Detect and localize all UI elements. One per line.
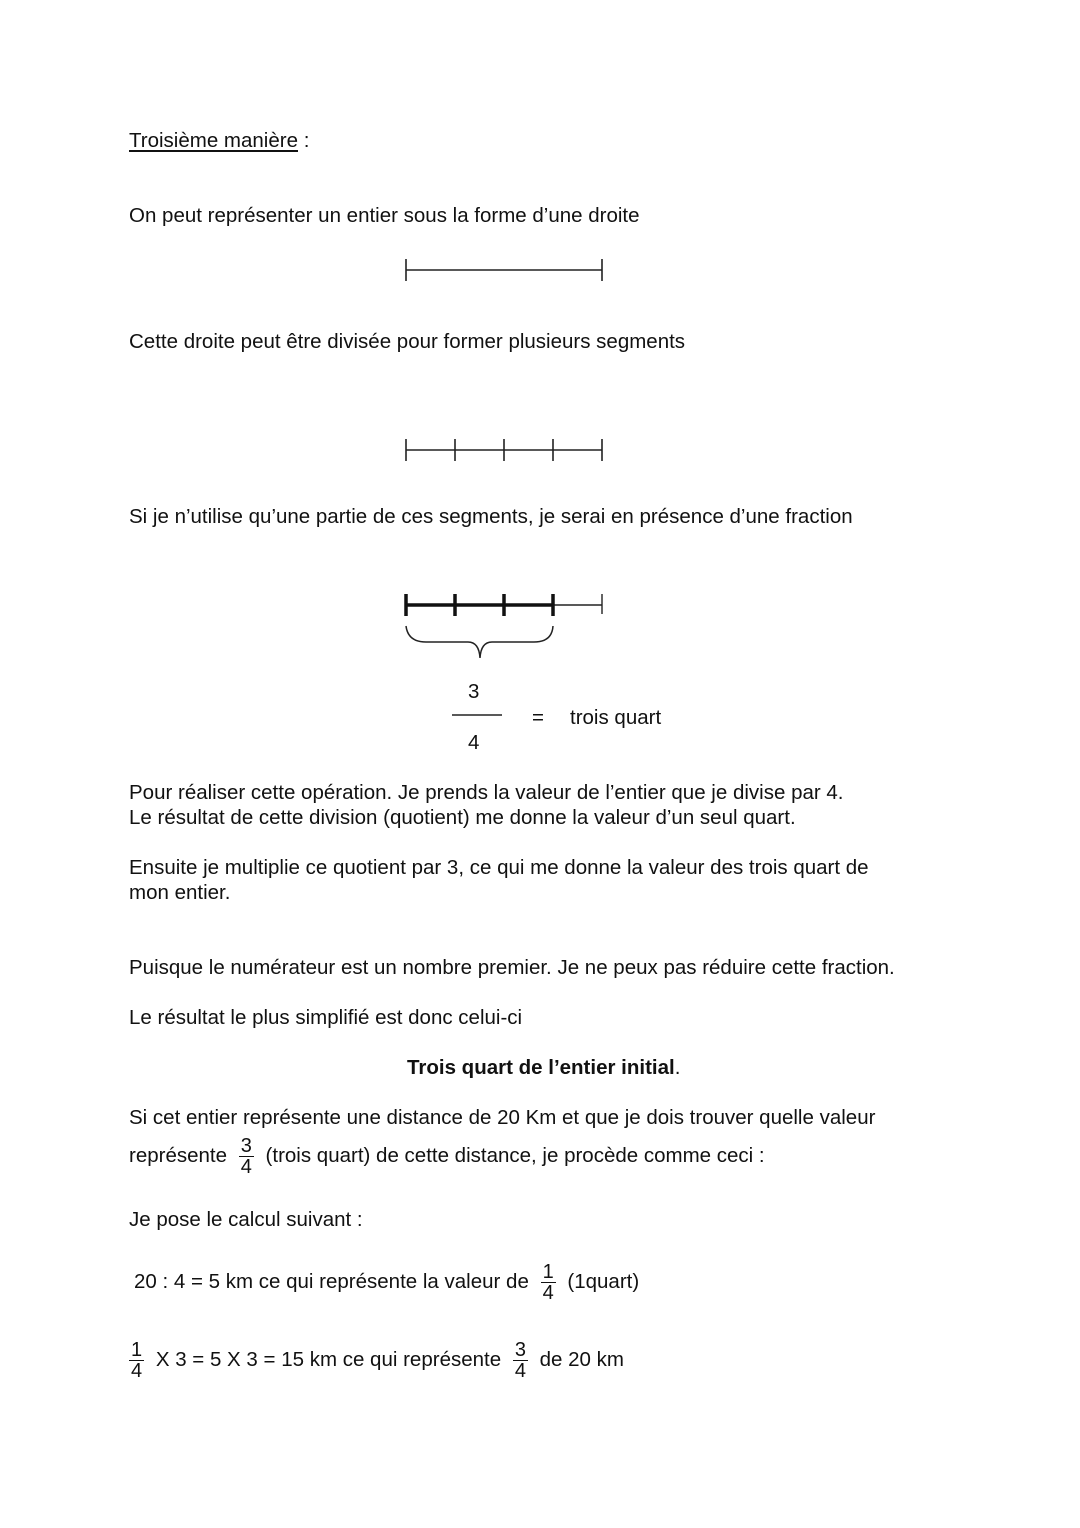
distance-text-after: (trois quart) de cette distance, je procède comme ceci :	[265, 1144, 765, 1167]
fraction-num: 3	[514, 1339, 526, 1362]
paragraph-operation-line2: Le résultat de cette division (quotient) me donne la valeur d’un seul quart.	[129, 806, 796, 829]
calc1-text-after: (1quart)	[567, 1270, 640, 1293]
fraction-words: trois quart	[570, 706, 662, 729]
curly-brace-icon	[406, 626, 553, 658]
calc2-text-after: de 20 km	[539, 1348, 624, 1371]
section-heading	[129, 129, 309, 153]
paragraph-multiply-line1: Ensuite je multiplie ce quotient par 3, ce qui me donne la valeur des trois quart de	[129, 856, 869, 879]
fraction-den: 4	[240, 1156, 252, 1179]
whole-number-line-diagram	[400, 255, 610, 285]
distance-text-before: représente	[129, 1144, 228, 1167]
fraction-number-line-diagram	[400, 590, 610, 662]
heading-title: Troisième manière	[129, 129, 298, 152]
fraction-numerator: 3	[468, 680, 480, 703]
paragraph-simplified: Le résultat le plus simplifié est donc celui-ci	[129, 1006, 523, 1029]
paragraph-whole-line: On peut représenter un entier sous la forme d’une droite	[129, 204, 640, 227]
inline-fraction-one-quarter	[541, 1262, 556, 1303]
paragraph-operation-line1: Pour réaliser cette opération. Je prends la valeur de l’entier que je divise par 4.	[129, 781, 844, 804]
paragraph-distance-line1: Si cet entier représente une distance de 20 Km et que je dois trouver quelle valeur	[129, 1106, 876, 1129]
heading-suffix: :	[298, 129, 310, 152]
fraction-bar	[452, 714, 504, 718]
inline-fraction-three-quarters	[513, 1340, 528, 1381]
fraction-num: 1	[131, 1339, 143, 1362]
paragraph-calc-intro: Je pose le calcul suivant :	[129, 1208, 363, 1231]
inline-fraction-one-quarter	[129, 1340, 144, 1381]
fraction-den: 4	[542, 1282, 554, 1305]
fraction-den: 4	[131, 1360, 143, 1383]
conclusion-period: .	[674, 1056, 681, 1079]
fraction-equals: =	[532, 706, 544, 729]
fraction-num: 3	[240, 1135, 252, 1158]
fraction-den: 4	[514, 1360, 526, 1383]
calc2-text-middle: X 3 = 5 X 3 = 15 km ce qui représente	[155, 1348, 502, 1371]
paragraph-multiply-line2: mon entier.	[129, 881, 231, 904]
paragraph-fraction-intro: Si je n’utilise qu’une partie de ces segments, je serai en présence d’une fraction	[129, 505, 853, 528]
paragraph-prime-numerator: Puisque le numérateur est un nombre premier. Je ne peux pas réduire cette fraction.	[129, 956, 895, 979]
calc1-text-before: 20 : 4 = 5 km ce qui représente la valeur de	[134, 1270, 529, 1293]
fraction-num: 1	[542, 1261, 554, 1284]
calculation-line-1	[134, 1260, 639, 1304]
divided-number-line-diagram	[400, 435, 610, 465]
conclusion-statement	[407, 1056, 680, 1080]
inline-fraction-three-quarters	[239, 1136, 254, 1177]
conclusion-bold-text: Trois quart de l’entier initial	[407, 1056, 675, 1079]
paragraph-distance-line2	[129, 1134, 765, 1178]
fraction-denominator: 4	[468, 731, 480, 754]
paragraph-divided-line: Cette droite peut être divisée pour former plusieurs segments	[129, 330, 686, 353]
calculation-line-2	[129, 1338, 624, 1382]
